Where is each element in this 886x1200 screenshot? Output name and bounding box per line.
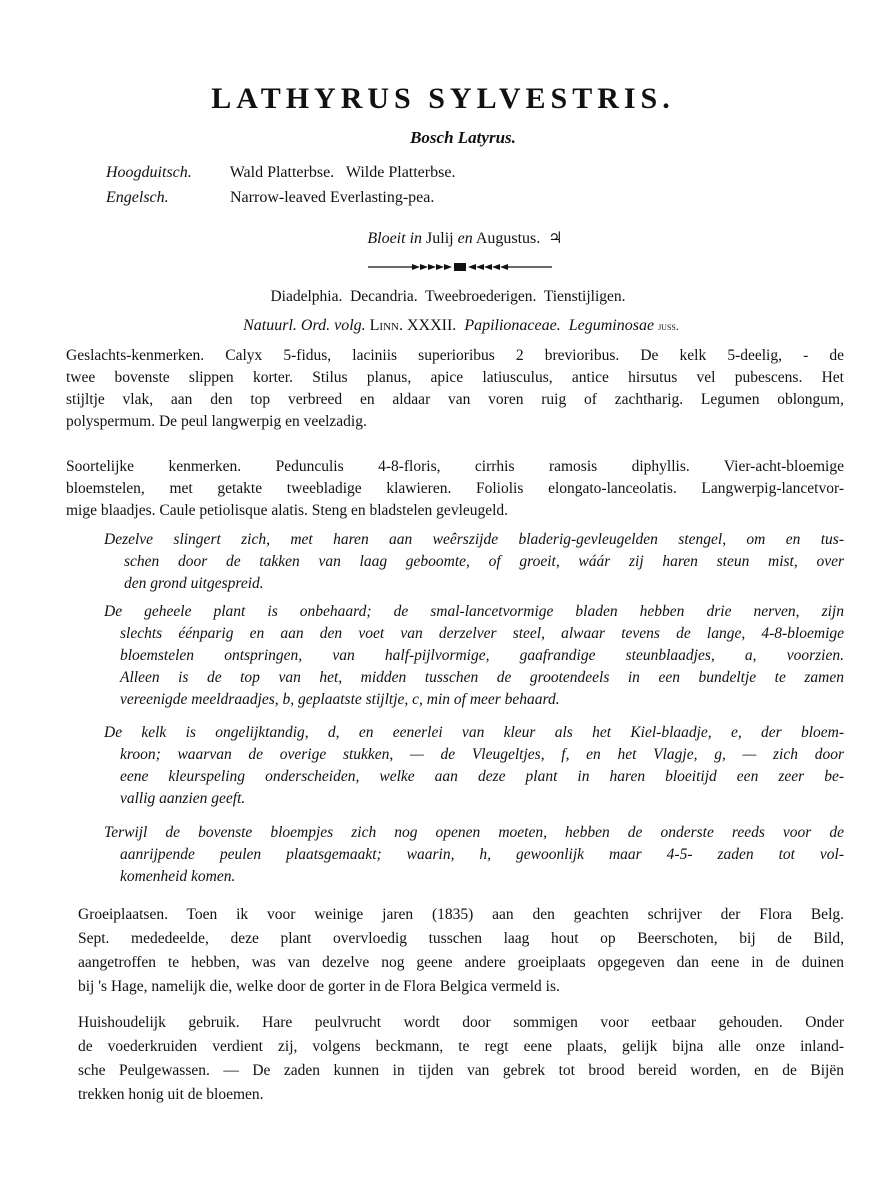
order-author: Linn. (369, 317, 403, 334)
text-line: Geslachts-kenmerken. Calyx 5-fidus, laciniis superioribus 2 brevioribus. De kelk 5-deelig, - de (66, 347, 844, 364)
common-name-text: Narrow-leaved Everlasting-pea. (230, 189, 435, 206)
description-paragraph-4 (104, 822, 844, 888)
common-name-german (106, 164, 455, 182)
text-line: bloemstelen, met getakte tweebladige klawieren. Foliolis elongato-lanceolatis. Langwerpig-lancetvor- (66, 480, 844, 497)
description-paragraph-1 (104, 529, 844, 595)
common-name-english (106, 189, 434, 207)
text-line: schen door de takken van laag geboomte, of groeit, wáár zij haren steun mist, over (124, 553, 844, 570)
text-line: Huishoudelijk gebruik. Hare peulvrucht wordt door sommigen voor eetbaar gehouden. Onder (78, 1014, 844, 1031)
text-line: mige blaadjes. Caule petiolisque alatis. Steng en bladstelen gevleugeld. (66, 502, 509, 519)
text-line: Alleen is de top van het, midden tusschen de grootendeels in een bundeltje te zamen (120, 669, 844, 686)
common-name-text: Wald Platterbse. Wilde Platterbse. (229, 164, 456, 181)
bloom-period (0, 228, 886, 248)
ornament-divider-icon (368, 263, 552, 271)
text-line: Groeiplaatsen. Toen ik voor weinige jaren (1835) aan den geachten schrijver der Flora Belg. (78, 906, 844, 923)
text-line: Sept. mededeelde, deze plant overvloedig tusschen laag hout op Beerschoten, bij de Bild, (78, 930, 844, 947)
text-line: De geheele plant is onbehaard; de smal-lancetvormige bladen hebben drie nerven, zijn (104, 603, 844, 620)
text-line: Soortelijke kenmerken. Pedunculis 4-8-floris, cirrhis ramosis diphyllis. Vier-acht-bloemige (66, 458, 844, 475)
family-author: juss. (658, 319, 679, 333)
perennial-symbol: ♃ (548, 230, 563, 247)
text-line: twee bovenste slippen korter. Stilus planus, apice latiusculus, antice hirsutus vel pubescens. Het (66, 369, 844, 386)
family-name: Leguminosae (568, 317, 655, 334)
text-line: slechts éénparig en aan den voet van derzelver steel, alwaar tevens de lange, 4-8-bloemige (120, 625, 844, 642)
text-line: sche Peulgewassen. — De zaden kunnen in tijden van gebrek tot brood bereid worden, en de Bijën (78, 1062, 844, 1079)
natural-order (0, 317, 886, 335)
household-use-section (78, 1011, 844, 1107)
genus-characters (66, 345, 844, 433)
page-title: LATHYRUS SYLVESTRIS. (211, 82, 675, 115)
text-line: aangetroffen te hebben, was van dezelve nog geene andere groeiplaats opgegeven dan eene in de duinen (78, 954, 844, 971)
description-paragraph-3 (104, 722, 844, 810)
text-line: trekken honig uit de bloemen. (78, 1086, 264, 1103)
bloom-month: Julij (426, 230, 454, 247)
text-line: den grond uitgespreid. (124, 575, 264, 592)
text-line: komenheid komen. (120, 868, 236, 885)
habitat-section (78, 903, 844, 999)
text-line: polyspermum. De peul langwerpig en veelzadig. (66, 413, 367, 430)
species-characters (66, 456, 844, 522)
text-line: de voederkruiden verdient zij, volgens beckmann, te regt eene plaats, gelijk bijna alle onze inland- (78, 1038, 844, 1055)
order-number: XXXII. (406, 317, 457, 334)
bloom-month: Augustus. (475, 230, 541, 247)
bloom-word: en (457, 230, 473, 247)
text-line: kroon; waarvan de overige stukken, — de Vleugeltjes, f, en het Vlagje, g, — zich door (120, 746, 844, 763)
linnaean-class: Diadelphia. Decandria. Tweebroederigen. Tienstijligen. (270, 288, 626, 305)
dutch-name: Bosch Latyrus. (410, 128, 516, 147)
text-line: vereenigde meeldraadjes, b, geplaatste stijltje, c, min of meer behaard. (120, 691, 560, 708)
text-line: stijltje vlak, aan den top verbreed en aldaar van voren ruig of zachtharig. Legumen oblongum, (66, 391, 844, 408)
order-label: Natuurl. Ord. volg. (243, 317, 366, 334)
description-paragraph-2 (104, 601, 844, 711)
text-line: De kelk is ongelijktandig, d, en eenerlei van kleur als het Kiel-blaadje, e, der bloem- (104, 724, 844, 741)
text-line: bij 's Hage, namelijk die, welke door de gorter in de Flora Belgica vermeld is. (78, 978, 560, 995)
text-line: bloemstelen ontspringen, van half-pijlvormige, gaafrandige steunblaadjes, a, voorzien. (120, 647, 844, 664)
text-line: Dezelve slingert zich, met haren aan weêrszijde bladerig-gevleugelden stengel, om en tus- (104, 531, 844, 548)
bloom-word: in (409, 230, 423, 247)
text-line: aanrijpende peulen plaatsgemaakt; waarin, h, gewoonlijk maar 4-5- zaden tot vol- (120, 846, 844, 863)
language-label: Hoogduitsch. (106, 164, 192, 181)
language-label: Engelsch. (106, 189, 169, 206)
bloom-word: Bloeit (367, 230, 406, 247)
text-line: vallig aanzien geeft. (120, 790, 246, 807)
family-name: Papilionaceae. (464, 317, 561, 334)
text-line: Terwijl de bovenste bloempjes zich nog openen moeten, hebben de onderste reeds voor de (104, 824, 844, 841)
text-line: eene kleurspeling onderscheiden, welke aan deze plant in haren bloeitijd een zeer be- (120, 768, 844, 785)
